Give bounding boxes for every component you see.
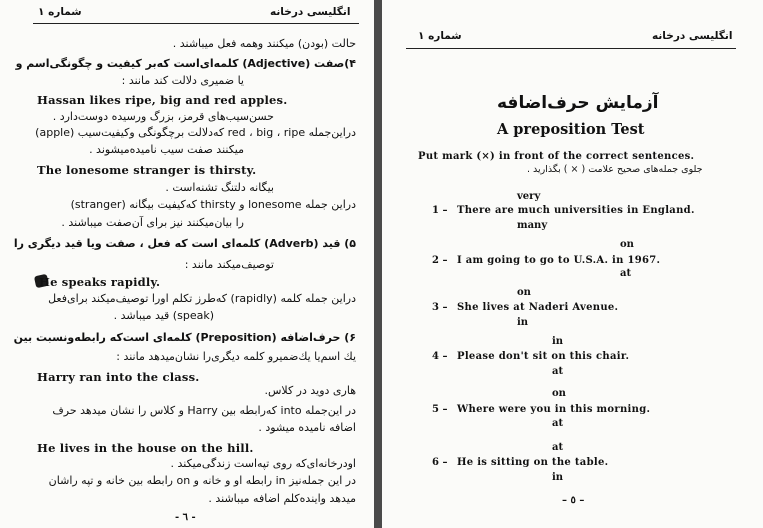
q6-option-lower: in: [552, 472, 564, 483]
title-persian: آزمایش حرف‌اضافه: [497, 93, 659, 113]
example-sentence: He speaks rapidly.: [39, 275, 161, 289]
q6-option-upper: at: [552, 442, 564, 453]
body-line: ۴)صفت (Adjective) کلمه‌ای‌است که‌بر کیفیت‌ و چگونگی‌اسم و: [15, 57, 356, 70]
left-header-title: انگلیسی درخانه: [270, 6, 351, 18]
q4-option-upper: in: [552, 336, 564, 347]
body-line: هاری دوید در کلاس.: [264, 384, 356, 397]
left-header-issue: شماره ۱: [38, 6, 82, 18]
example-sentence: Harry ran into the class.: [37, 370, 200, 384]
q1-sentence: There are much universities in England.: [457, 205, 695, 216]
q4-option-lower: at: [552, 366, 564, 377]
q3-number: 3 –: [432, 302, 448, 313]
body-line: اضافه نامیده میشود .: [258, 421, 356, 434]
q6-sentence: He is sitting on the table.: [457, 457, 609, 468]
body-line: میکنند صفت سیب نامیده‌میشوند .: [89, 143, 244, 156]
q5-option-lower: at: [552, 418, 564, 429]
body-line: اودرخانه‌ای‌که روی تپه‌است زندگی‌میکند .: [170, 457, 356, 470]
body-line: (speak) قید میباشد .: [113, 309, 214, 322]
body-line: میدهد واینده‌کلم اضافه میباشند .: [208, 492, 356, 505]
body-line: حسن‌سیب‌های قرمز، بزرگ ورسیده دوست‌دارد .: [52, 110, 274, 123]
q4-number: 4 –: [432, 351, 448, 362]
left-page: [0, 0, 374, 528]
body-line: در این‌جمله into که‌رابطه بین Harry و کلاس را نشان میدهد حرف: [52, 404, 356, 417]
title-english: A preposition Test: [497, 121, 645, 138]
left-header-rule: [33, 23, 359, 24]
right-header-rule: [406, 48, 736, 49]
body-line: بیگانه دلتنگ تشنه‌است .: [165, 181, 274, 194]
example-sentence: The lonesome stranger is thirsty.: [37, 163, 257, 177]
q2-option-upper: on: [620, 239, 634, 250]
example-sentence: He lives in the house on the hill.: [37, 441, 254, 455]
q1-option-upper: very: [517, 191, 541, 202]
q6-number: 6 –: [432, 457, 448, 468]
q2-sentence: I am going to go to U.S.A. in 1967.: [457, 255, 661, 266]
page-number: – ٥ –: [562, 495, 585, 506]
body-line: دراین جمله کلمه (rapidly) که‌طرز تکلم اورا توصیف‌میکند برای‌فعل: [48, 292, 356, 305]
q4-sentence: Please don't sit on this chair.: [457, 351, 630, 362]
q3-option-lower: in: [517, 317, 529, 328]
q1-number: 1 –: [432, 205, 448, 216]
q5-number: 5 –: [432, 404, 448, 415]
body-line: دراین جمله lonesome و thirsty که‌کیفیت بیگانه (stranger): [70, 198, 356, 211]
q2-number: 2 –: [432, 255, 448, 266]
page-number: - ٦ -: [175, 512, 196, 523]
body-line: را بیان‌میکنند نیز برای آن‌صفت میباشند .: [61, 216, 244, 229]
instruction-persian: جلوی جمله‌های صحیح علامت ( × ) بگذارید .: [527, 164, 703, 175]
q2-option-lower: at: [620, 268, 632, 279]
body-line: ۵) قید (Adverb) کلمه‌ای است که فعل ، صفت ویا قید دیگری را: [13, 237, 356, 250]
q3-sentence: She lives at Naderi Avenue.: [457, 302, 619, 313]
body-line: دراین‌جمله red ، big ، ripe که‌دلالت برچگونگی‌ وکیفیت‌سیب (apple): [35, 126, 356, 139]
body-line: یا ضمیری دلالت کند مانند :: [121, 74, 244, 87]
right-header-title: انگلیسی درخانه: [652, 30, 733, 42]
body-line: یك اسم‌یا یك‌ضمیرو کلمه دیگری‌را نشان‌میدهد مانند :: [116, 350, 356, 363]
body-line: حالت (بودن) میکنند وهمه فعل میباشند .: [172, 37, 356, 50]
right-page: [382, 0, 763, 528]
q5-option-upper: on: [552, 388, 566, 399]
q5-sentence: Where were you in this morning.: [457, 404, 651, 415]
example-sentence: Hassan likes ripe, big and red apples.: [37, 93, 288, 107]
q1-option-lower: many: [517, 220, 548, 231]
body-line: در این جمله‌نیز in رابطه او و خانه و on رابطه بین خانه و تپه راشان: [48, 474, 356, 487]
right-header-issue: شماره ۱: [418, 30, 462, 42]
body-line: توصیف‌میکند مانند :: [184, 258, 274, 271]
q3-option-upper: on: [517, 287, 531, 298]
body-line: ۶) حرف‌اضافه (Preposition) کلمه‌ای است‌که رابطه‌ونسبت بین: [13, 331, 356, 344]
instruction-english: Put mark (×) in front of the correct sentences.: [418, 151, 695, 162]
